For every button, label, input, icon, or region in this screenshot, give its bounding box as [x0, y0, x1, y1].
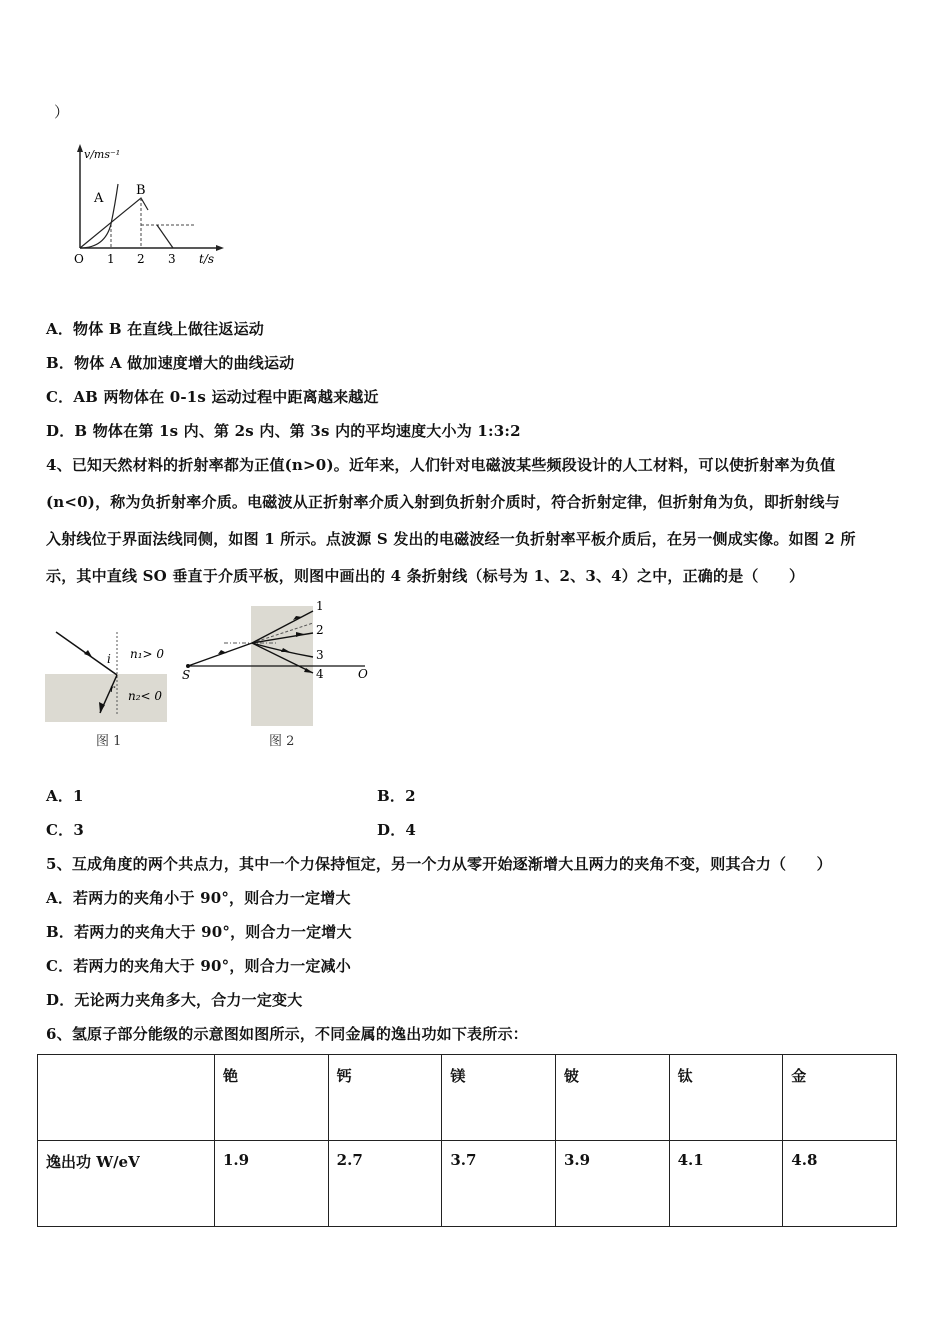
option-text: 1: [73, 787, 84, 805]
option-text: 物体 A 做加速度增大的曲线运动: [74, 354, 295, 372]
option-text: 2: [405, 787, 416, 805]
table-cell: [38, 1055, 215, 1141]
option-letter: A．: [46, 889, 74, 907]
figure-1-caption: 图 1: [96, 734, 122, 749]
table-cell: 逸出功 W/eV: [38, 1141, 215, 1227]
table-cell: 钙: [328, 1055, 442, 1141]
table-cell: 3.9: [555, 1141, 669, 1227]
q5-stem: 5、互成角度的两个共点力，其中一个力保持恒定，另一个力从零开始逐渐增大且两力的夹角不变，则其合力（ ）: [46, 855, 832, 873]
figure-2-caption: 图 2: [269, 734, 295, 749]
x-tick-2: 2: [137, 252, 145, 266]
ray-label-4: 4: [316, 667, 324, 681]
q5-option-c[interactable]: [46, 956, 351, 976]
q3-option-c[interactable]: [46, 387, 379, 407]
q4-option-c[interactable]: [46, 820, 84, 840]
option-letter: D．: [46, 991, 75, 1009]
curve-label-a: A: [94, 191, 104, 206]
option-text: 3: [73, 821, 84, 839]
q3-option-b[interactable]: [46, 353, 294, 373]
table-cell: 铍: [555, 1055, 669, 1141]
q4-option-d[interactable]: [377, 820, 416, 840]
option-text: 无论两力夹角多大，合力一定变大: [74, 991, 303, 1009]
curve-label-b: B: [136, 183, 146, 198]
source-label: S: [182, 668, 191, 682]
q3-option-a[interactable]: [46, 319, 264, 339]
svg-text:v/ms⁻¹: [84, 148, 120, 161]
x-tick-3: 3: [168, 252, 176, 266]
angle-r-label: r: [110, 684, 115, 695]
table-cell: 4.1: [669, 1141, 783, 1227]
option-text: 4: [405, 821, 417, 839]
q3-option-d[interactable]: [46, 421, 521, 441]
option-letter: A．: [46, 787, 74, 805]
option-letter: C．: [46, 957, 74, 975]
n1-label: n₁> 0: [130, 647, 165, 661]
y-axis-label: v/ms⁻¹: [84, 148, 121, 161]
option-text: AB 两物体在 0-1s 运动过程中距离越来越近: [73, 388, 379, 406]
table-header-row: [38, 1055, 897, 1141]
option-letter: B．: [377, 787, 406, 805]
option-letter: C．: [46, 388, 74, 406]
option-text: B 物体在第 1s 内、第 2s 内、第 3s 内的平均速度大小为 1:3:2: [74, 422, 521, 440]
option-letter: C．: [46, 821, 74, 839]
q4-stem-line-3: 入射线位于界面法线同侧，如图 1 所示。点波源 S 发出的电磁波经一负折射率平板介质后，在另一侧成实像。如图 2 所: [46, 530, 856, 548]
q4-stem-line-1: 4、已知天然材料的折射率都为正值(n>0)。近年来，人们针对电磁波某些频段设计的人工材料，可以使折射率为负值: [46, 456, 836, 474]
table-cell: 金: [783, 1055, 897, 1141]
option-letter: B．: [46, 354, 75, 372]
x-tick-1: 1: [107, 252, 115, 266]
ray-label-1: 1: [316, 599, 324, 613]
table-row: [38, 1141, 897, 1227]
option-text: 若两力的夹角大于 90°，则合力一定增大: [74, 923, 352, 941]
x-axis-label: t/s: [199, 252, 215, 266]
q3-closing-paren: ）: [54, 103, 70, 121]
option-letter: B．: [46, 923, 75, 941]
q4-option-b[interactable]: [377, 786, 416, 806]
q4-figure-2: [180, 596, 380, 731]
q5-option-a[interactable]: [46, 888, 351, 908]
table-cell: 3.7: [442, 1141, 556, 1227]
table-cell: 4.8: [783, 1141, 897, 1227]
q4-option-a[interactable]: [46, 786, 84, 806]
table-cell: 镁: [442, 1055, 556, 1141]
q5-option-b[interactable]: [46, 922, 352, 942]
ray-label-3: 3: [316, 648, 324, 662]
q3-vt-graph: [70, 140, 230, 270]
work-function-table: [37, 1054, 897, 1227]
option-text: 若两力的夹角大于 90°，则合力一定减小: [73, 957, 351, 975]
ray-label-2: 2: [316, 623, 324, 637]
angle-i-label: i: [107, 652, 111, 666]
origin-label: O: [74, 252, 84, 266]
table-cell: 钛: [669, 1055, 783, 1141]
option-letter: D．: [377, 821, 406, 839]
q4-stem-line-2: (n<0)，称为负折射率介质。电磁波从正折射率介质入射到负折射介质时，符合折射定律，但折射角为负，即折射线与: [46, 493, 840, 511]
n2-label: n₂< 0: [128, 689, 163, 703]
q5-option-d[interactable]: [46, 990, 302, 1010]
option-letter: A．: [46, 320, 74, 338]
option-text: 物体 B 在直线上做往返运动: [73, 320, 264, 338]
option-letter: D．: [46, 422, 75, 440]
option-text: 若两力的夹角小于 90°，则合力一定增大: [73, 889, 351, 907]
table-cell: 1.9: [215, 1141, 329, 1227]
end-label: O: [358, 667, 368, 681]
table-cell: 铯: [215, 1055, 329, 1141]
q6-stem: 6、氢原子部分能级的示意图如图所示，不同金属的逸出功如下表所示：: [46, 1025, 528, 1043]
table-cell: 2.7: [328, 1141, 442, 1227]
q4-stem-line-4: 示，其中直线 SO 垂直于介质平板，则图中画出的 4 条折射线（标号为 1、2、3、4）之中，正确的是（ ）: [46, 567, 805, 585]
